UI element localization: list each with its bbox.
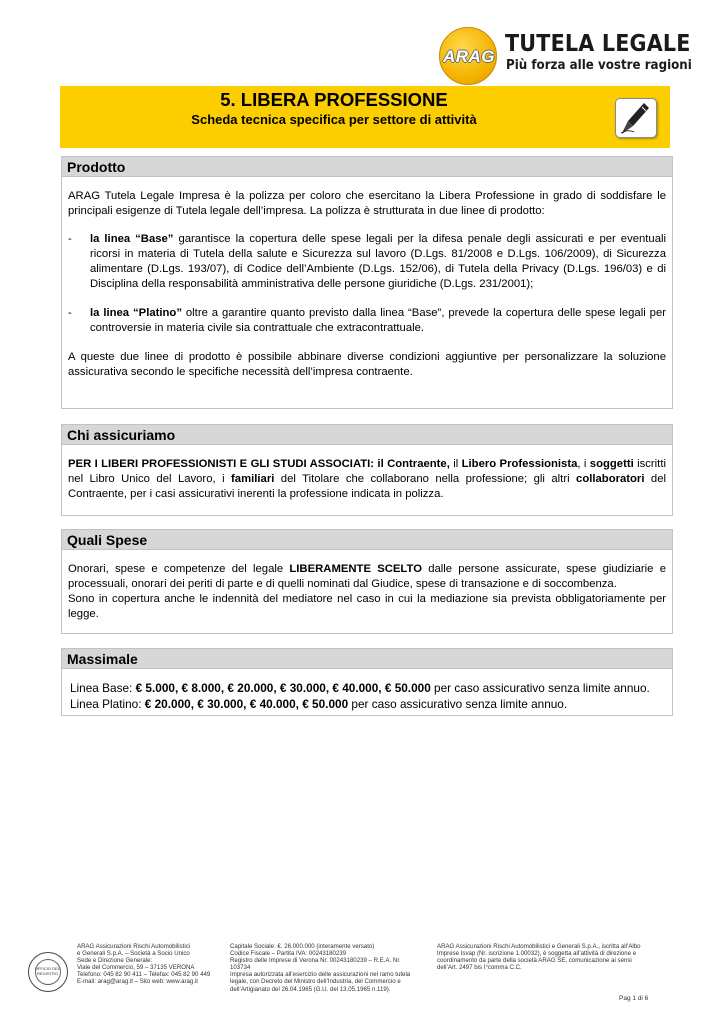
footer-line: Sede e Direzione Generale: [77,957,153,965]
footer-line: ARAG Assicurazioni Rischi Automobilistici e Generali S.p.A., iscritta all’Albo [437,943,641,950]
footer-line: Capitale Sociale: €. 26.000.000 (interamente versato) [230,943,375,950]
text: del Titolare che collaborano nella professione; gli altri [274,473,577,485]
page-number: Pag 1 di 6 [619,995,649,1002]
section-prodotto [61,156,673,409]
text: , i [577,458,590,470]
text: Linea Platino: [70,696,145,711]
footer-line: 103734 [230,964,251,972]
platino-line-label: la linea “Platino” [90,307,182,319]
footer-line: Imprese Isvap (Nr. iscrizione 1.00032), è soggetta all’attività di direzione e [437,950,637,958]
footer-line: e Generali S.p.A. – Società a Socio Unico [77,950,190,958]
prodotto-intro: ARAG Tutela Legale Impresa è la polizza per coloro che esercitano la Libera Professione in grado di soddisfare le principali esigenze di Tutela legale dell’impresa. La polizza è strutturata in due linee di prodotto: [68,190,666,217]
list-dash: - [68,307,72,319]
registry-seal [28,952,68,992]
page-subtitle: Scheda tecnica specifica per settore di attività [191,112,477,127]
footer-line: ARAG Assicurazioni Rischi Automobilistici [77,943,191,950]
footer-line: dell’Art. 2497 bis I°comma C.C. [437,964,522,972]
list-dash: - [68,233,72,245]
footer-line: Impresa autorizzata all’esercizio delle assicurazioni nel ramo tutela [230,971,411,979]
title-banner [60,86,670,148]
footer-line: legale, con Decreto del Ministro dell’Industria, del Commercio e [230,978,401,986]
text: il [449,458,462,470]
seal-text: UFFICIO DEL REGISTRO [35,966,60,976]
footer-line: E-mail: arag@arag.it – Sito web: www.arag.it [77,978,198,986]
section-heading: Chi assicuriamo [62,425,672,445]
text: Onorari, spese e competenze del legale [68,563,290,575]
base-line-label: la linea “Base” [90,233,174,245]
massimale-platino [70,697,666,713]
footer-line: Telefono: 045 82 90 411 – Telefax: 045 82 90 449 [77,971,211,979]
text: per caso assicurativo senza limite annuo. [430,681,650,695]
bold-text: familiari [231,473,275,485]
text: iscritti nel Libro Unico del Lavoro, i [68,458,666,485]
footer-line: Codice Fiscale – Partita IVA: 00243180239 [230,950,347,958]
list-item-platino [68,306,666,336]
footer-legal [230,943,428,993]
text: del Contraente, per i casi assicurativi inerenti la professione indicata in polizza. [68,473,666,500]
bold-text: € 5.000, € 8.000, € 20.000, € 30.000, € 40.000, € 50.000 [135,681,431,695]
arag-logo-text: ARAG [442,47,496,66]
prodotto-outro: A queste due linee di prodotto è possibile abbinare diverse condizioni aggiuntive per personalizzare la soluzione assicurativa secondo le specifiche necessità dell’impresa contraente. [68,351,666,378]
section-heading: Quali Spese [62,530,672,550]
footer-line: Registro delle Imprese di Verona Nr. 00243180239 – R.E.A. Nr. [230,957,401,965]
pen-icon [615,98,657,138]
footer-company [77,943,227,986]
quali-spese-mediatore: Sono in copertura anche le indennità del mediatore nel caso in cui la mediazione sia prevista obbligatoriamente per legge. [68,593,666,620]
bold-text: Libero Professionista [461,458,578,470]
text: per caso assicurativo senza limite annuo. [348,696,568,711]
quali-spese-text [68,562,666,592]
arag-logo-circle [439,27,497,85]
chi-assicuriamo-text [68,457,666,502]
bold-text: soggetti [589,458,634,470]
bold-text: € 20.000, € 30.000, € 40.000, € 50.000 [144,696,349,711]
bold-text: PER I LIBERI PROFESSIONISTI E GLI STUDI ASSOCIATI: il Contraente, [68,458,450,470]
section-quali-spese [61,529,673,634]
page-title: 5. LIBERA PROFESSIONE [220,89,448,110]
list-item-base [68,232,666,292]
bold-text: collaboratori [576,473,645,485]
brand-title: TUTELA LEGALE [505,31,691,57]
footer-line: dell’Artigianato del 26.04.1965 (G.U. del 13.05.1965 n.119). [230,985,391,993]
footer-isvap [437,943,677,971]
footer-line: Viale del Commercio, 59 – 37135 VERONA [77,964,195,972]
section-heading: Massimale [62,649,672,669]
section-massimale [61,648,673,716]
bold-text: LIBERAMENTE SCELTO [289,563,422,575]
massimale-base [70,681,666,697]
platino-line-text: oltre a garantire quanto previsto dalla linea “Base”, prevede la copertura delle spese legali per controversie in materia civile sia contrattuale che extracontrattuale. [90,307,666,334]
text: dalle persone assicurate, spese giudiziarie e processuali, onorari dei periti di parte e di quelli nominati dal Giudice, spese di transazione e di soccombenza. [68,563,666,590]
footer-line: coordinamento da parte della società ARAG SE, comunicazione ai sensi [437,957,632,965]
base-line-text: garantisce la copertura delle spese legali per la difesa penale degli assicurati e per eventuali ricorsi in materia di Tutela della salute e Sicurezza sul lavoro (D.Lgs. 81/2008 e D.Lgs. 106/2009), di Sicurezza alimentare (D.Lgs. 193/07), di Codice dell’Ambiente (D.Lgs. 152/06), di Tutela della Privacy (D.Lgs. 196/03) e di Disciplina della responsabilità amministrativa delle persone giuridiche (D.Lgs. 231/2001); [90,233,667,290]
section-heading: Prodotto [62,157,672,177]
text: Linea Base: [70,681,136,695]
section-chi-assicuriamo [61,424,673,516]
brand-tagline: Più forza alle vostre ragioni [506,57,692,73]
